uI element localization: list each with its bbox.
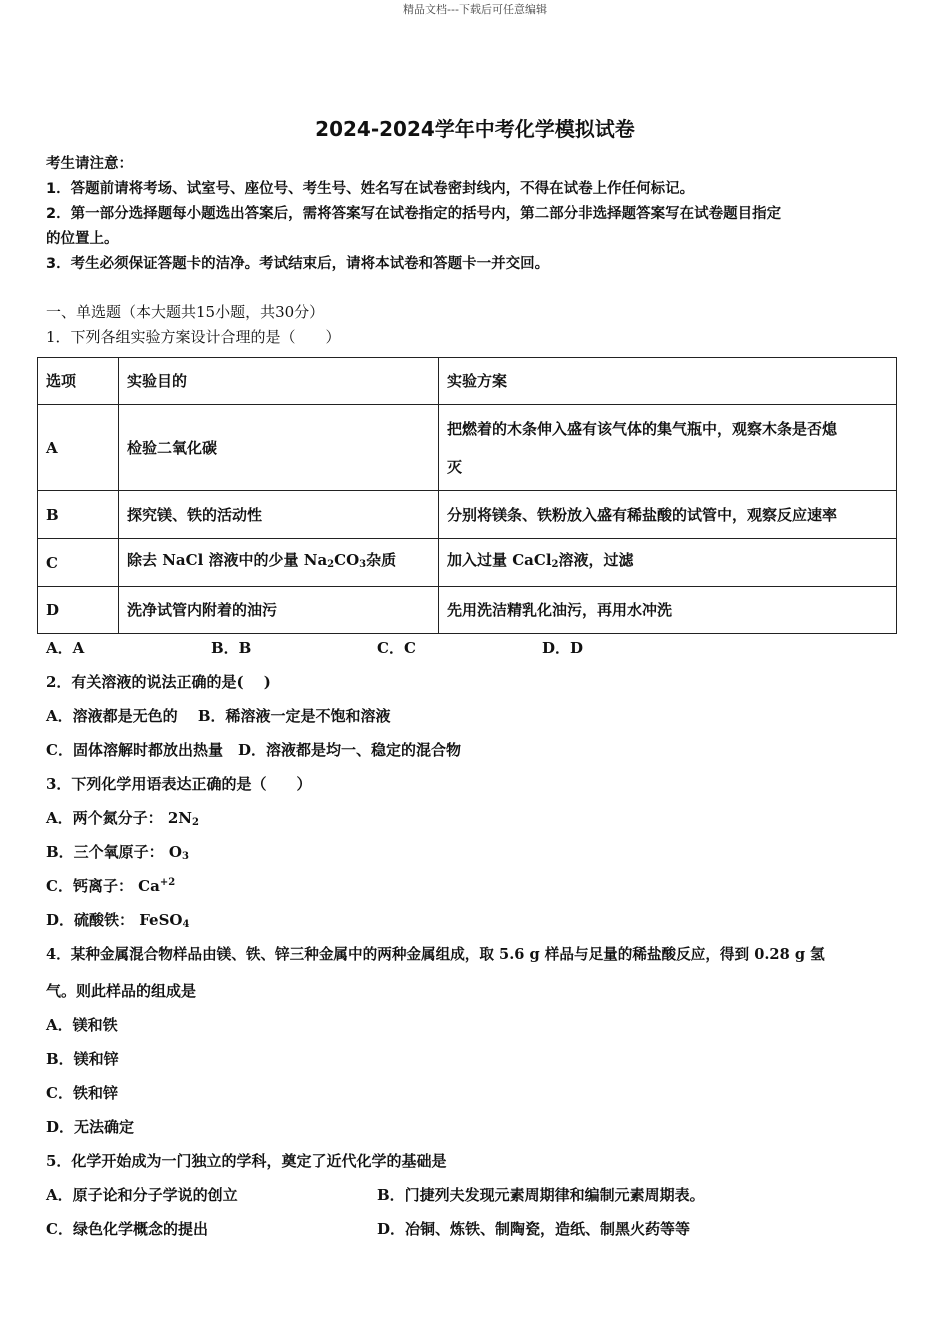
q4-option-a: A．镁和铁 bbox=[46, 1016, 118, 1034]
subscript: 2 bbox=[327, 559, 335, 570]
q4-stem-cont: 气。则此样品的组成是 bbox=[46, 982, 197, 1000]
q2-options-line1: A．溶液都是无色的 B．稀溶液一定是不饱和溶液 bbox=[46, 707, 391, 725]
table-cell-purpose: 洗净试管内附着的油污 bbox=[119, 587, 439, 634]
table-cell-plan: 先用洗洁精乳化油污，再用水冲洗 bbox=[439, 587, 897, 634]
notice-item-3: 3．考生必须保证答题卡的洁净。考试结束后，请将本试卷和答题卡一并交回。 bbox=[46, 256, 550, 272]
q5-option-a: A．原子论和分子学说的创立 bbox=[46, 1186, 238, 1204]
option-text: A．两个氮分子： 2N bbox=[46, 809, 193, 827]
q1-option-c: C．C bbox=[377, 639, 416, 657]
subscript: 2 bbox=[192, 817, 199, 828]
q1-option-a: A．A bbox=[46, 639, 85, 657]
option-text: B．三个氧原子： O bbox=[46, 843, 182, 861]
q3-stem: 3．下列化学用语表达正确的是（ ） bbox=[46, 775, 312, 793]
purpose-text: 除去 NaCl 溶液中的少量 Na bbox=[127, 551, 328, 569]
option-text: D．硫酸铁： FeSO bbox=[46, 911, 183, 929]
subscript: 3 bbox=[181, 851, 189, 862]
table-cell-option: C bbox=[38, 539, 119, 587]
q5-option-b: B．门捷列夫发现元素周期律和编制元素周期表。 bbox=[377, 1186, 705, 1204]
table-header-row bbox=[38, 358, 897, 405]
table-header-cell: 实验方案 bbox=[439, 358, 897, 405]
subscript: 4 bbox=[182, 919, 190, 930]
table-cell-plan bbox=[439, 405, 897, 491]
q3-option-b bbox=[46, 841, 189, 862]
q2-options-line2: C．固体溶解时都放出热量 D．溶液都是均一、稳定的混合物 bbox=[46, 741, 461, 759]
plan-line: 灭 bbox=[447, 457, 463, 476]
plan-text: 加入过量 CaCl bbox=[447, 551, 552, 569]
plan-line: 把燃着的木条伸入盛有该气体的集气瓶中，观察木条是否熄 bbox=[447, 419, 838, 438]
q1-option-d: D．D bbox=[542, 639, 584, 657]
table-cell-plan bbox=[439, 539, 897, 587]
q5-option-c: C．绿色化学概念的提出 bbox=[46, 1220, 208, 1238]
table-header-cell: 实验目的 bbox=[119, 358, 439, 405]
q3-option-d bbox=[46, 909, 189, 930]
superscript: +2 bbox=[159, 877, 176, 888]
table-cell-option: B bbox=[38, 491, 119, 539]
q3-option-a bbox=[46, 807, 199, 828]
q3-option-c bbox=[46, 875, 175, 896]
table-cell-plan: 分别将镁条、铁粉放入盛有稀盐酸的试管中，观察反应速率 bbox=[439, 491, 897, 539]
q1-stem: 1．下列各组实验方案设计合理的是（ ） bbox=[46, 328, 341, 346]
table-cell-purpose: 检验二氧化碳 bbox=[119, 405, 439, 491]
table-header-cell: 选项 bbox=[38, 358, 119, 405]
subscript: 3 bbox=[359, 559, 367, 570]
q4-stem: 4．某种金属混合物样品由镁、铁、锌三种金属中的两种金属组成，取 5.6 g 样品与足量的稀盐酸反应，得到 0.28 g 氢 bbox=[46, 946, 825, 963]
notice-heading: 考生请注意： bbox=[46, 156, 133, 172]
page-header-note: 精品文档---下载后可任意编辑 bbox=[403, 3, 547, 16]
purpose-text: 杂质 bbox=[366, 551, 397, 569]
table-row bbox=[38, 491, 897, 539]
q5-option-d: D．冶铜、炼铁、制陶瓷，造纸、制黑火药等等 bbox=[377, 1220, 691, 1238]
table-row bbox=[38, 539, 897, 587]
purpose-text: CO bbox=[334, 551, 360, 569]
q1-option-b: B．B bbox=[211, 639, 252, 657]
table-cell-purpose bbox=[119, 539, 439, 587]
q4-option-b: B．镁和锌 bbox=[46, 1050, 119, 1068]
table-row bbox=[38, 405, 897, 491]
subscript: 2 bbox=[551, 559, 559, 570]
plan-text: 溶液，过滤 bbox=[558, 551, 634, 569]
notice-item-2: 2．第一部分选择题每小题选出答案后，需将答案写在试卷指定的括号内，第二部分非选择题答案写在试卷题目指定 bbox=[46, 206, 782, 222]
q4-option-d: D．无法确定 bbox=[46, 1118, 135, 1136]
q5-stem: 5．化学开始成为一门独立的学科，奠定了近代化学的基础是 bbox=[46, 1152, 447, 1170]
notice-item-1: 1．答题前请将考场、试室号、座位号、考生号、姓名写在试卷密封线内，不得在试卷上作任何标记。 bbox=[46, 181, 695, 197]
section-heading: 一、单选题（本大题共15小题，共30分） bbox=[46, 303, 325, 321]
option-text: C．钙离子： Ca bbox=[46, 877, 160, 895]
table-cell-option: D bbox=[38, 587, 119, 634]
experiment-table bbox=[37, 357, 897, 634]
table-cell-option: A bbox=[38, 405, 119, 491]
notice-item-2-cont: 的位置上。 bbox=[46, 231, 119, 247]
q4-option-c: C．铁和锌 bbox=[46, 1084, 118, 1102]
page-title: 2024-2024学年中考化学模拟试卷 bbox=[315, 117, 635, 141]
q2-stem: 2．有关溶液的说法正确的是( ) bbox=[46, 673, 271, 691]
table-row bbox=[38, 587, 897, 634]
table-cell-purpose: 探究镁、铁的活动性 bbox=[119, 491, 439, 539]
